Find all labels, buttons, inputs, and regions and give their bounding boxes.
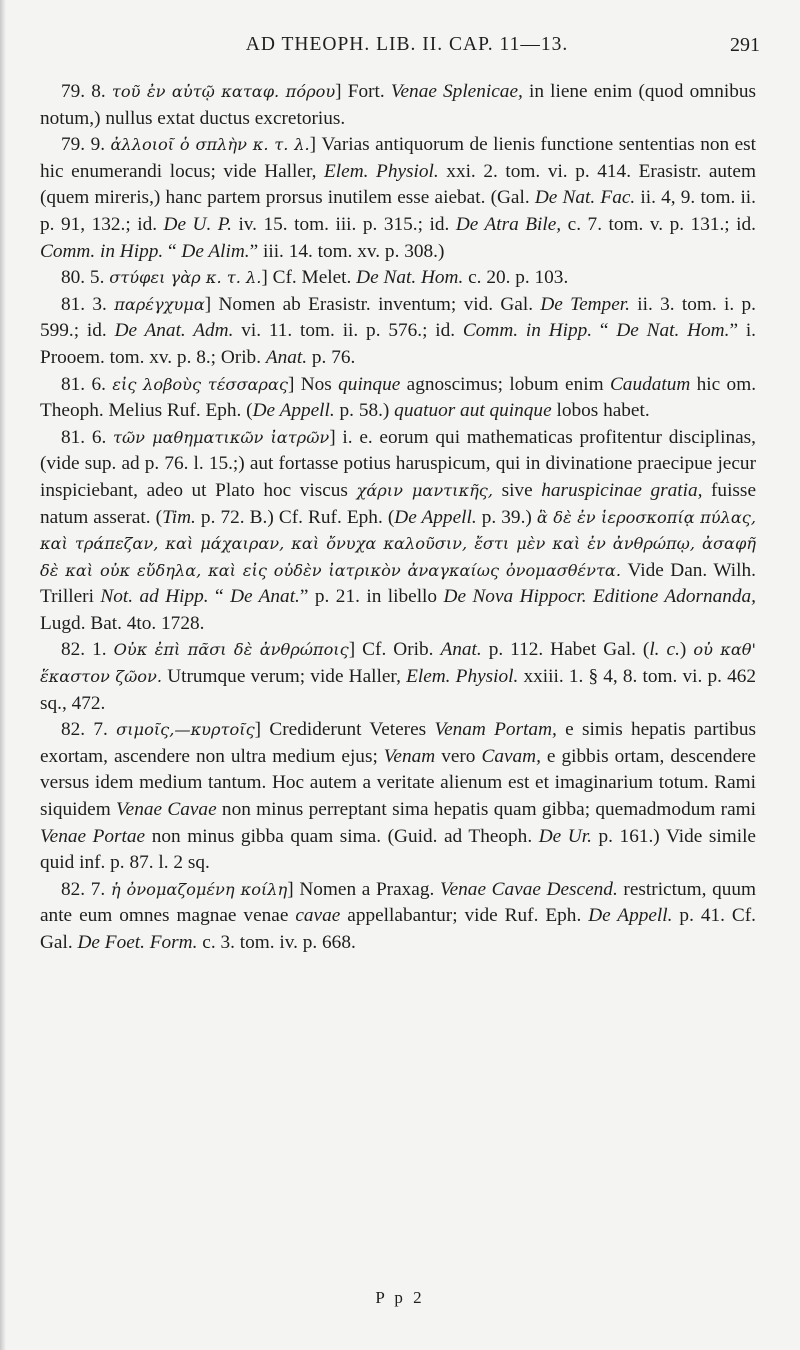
italic-run: cavae — [295, 905, 341, 927]
text-run: 82. 7. — [61, 878, 111, 900]
note-79-8 — [40, 79, 756, 132]
note-79-9 — [40, 132, 756, 265]
text-run: agnoscimus; lobum enim — [400, 373, 610, 395]
note-82-1 — [40, 637, 756, 717]
text-run: 81. 6. — [61, 373, 113, 395]
notes-body — [40, 79, 756, 957]
text-run: ” i. Prooem. tom. xv. p. 8.; Orib. — [40, 320, 756, 368]
text-run: c. 20. p. 103. — [463, 267, 569, 289]
greek-run: στύφει γὰρ κ. τ. λ. — [109, 268, 262, 288]
text-run: vi. 11. tom. ii. p. 576.; id. — [233, 320, 463, 342]
text-run: ] Nomen a Praxag. — [287, 878, 440, 900]
italic-run: Venae Splenicae, — [390, 81, 523, 102]
text-run: p. 58.) — [334, 400, 395, 422]
text-run: appellabantur; vide Ruf. Eph. — [340, 905, 589, 927]
text-run: ” p. 21. in libello — [299, 586, 444, 608]
text-run: ] Cf. Melet. — [261, 267, 357, 289]
text-run: ] Fort. — [335, 81, 391, 102]
text-run: non minus perreptant sima hepatis quam gibba; quemadmodum rami — [216, 799, 756, 821]
text-run: ] Nos — [287, 373, 339, 395]
italic-run: Venam Portam, — [434, 719, 557, 741]
italic-run: Anat. — [440, 639, 482, 661]
text-run: hic om. Theoph. Melius Ruf. Eph. ( — [40, 373, 757, 422]
italic-run: Not. ad Hipp. — [100, 586, 209, 608]
note-81-6-mathematici — [40, 425, 756, 638]
italic-run: De Nat. Hom. — [356, 267, 464, 289]
text-run: “ — [592, 320, 617, 342]
italic-run: De Anat. — [230, 586, 300, 608]
text-run: non minus gibba quam sima. (Guid. ad Theoph. — [145, 825, 539, 847]
italic-run: De Foet. Form. — [77, 932, 198, 953]
italic-run: De U. P. — [163, 213, 232, 235]
text-run: 80. 5. — [61, 267, 110, 289]
text-run: 82. 1. — [61, 639, 114, 661]
italic-run: De Nat. Fac. — [534, 187, 636, 209]
italic-run: De Atra Bile, — [455, 213, 562, 235]
greek-run: σιμοῖς,—κυρτοῖς — [116, 720, 255, 740]
text-run: 81. 3. — [61, 293, 115, 315]
greek-run: Οὐκ ἐπὶ πᾶσι δὲ ἀνθρώποις — [113, 640, 349, 660]
text-run: fuisse natum asserat. ( — [40, 479, 756, 528]
greek-run: ἡ ὀνομαζομένη κοίλη — [110, 879, 288, 899]
greek-run: ἀλλοιοῖ ὁ σπλὴν κ. τ. λ. — [110, 135, 310, 155]
note-80-5 — [40, 265, 756, 292]
italic-run: quatuor aut quinque — [394, 400, 552, 422]
italic-run: De Anat. Adm. — [114, 320, 234, 342]
text-run: ] Cf. Orib. — [348, 639, 441, 661]
greek-run: παρέγχυμα — [114, 294, 205, 314]
italic-run: Elem. Physiol. — [324, 160, 439, 182]
text-run: 82. 7. — [61, 719, 117, 741]
note-81-6-lobes — [40, 372, 756, 425]
text-run: Vide Dan. Wilh. Trilleri — [40, 559, 756, 608]
text-run: 79. 9. — [61, 134, 111, 156]
page-header — [40, 34, 760, 64]
signature-mark: P p 2 — [375, 1288, 425, 1307]
text-run: p. 76. — [307, 346, 356, 368]
text-run: ] i. e. eorum qui mathematicas profitentur disciplinas, (vide sup. ad p. 76. l. 15.;) aut fortasse potius haruspicum, qui in divinatione praecipue jecur inspiciebant, adeo ut Plato hoc viscus — [40, 426, 756, 501]
italic-run: quinque — [338, 373, 401, 395]
note-81-3 — [40, 292, 756, 372]
running-head: AD THEOPH. LIB. II. CAP. 11—13. — [245, 34, 569, 55]
text-run: in liene enim (quod omnibus notum,) nullus extat ductus excretorius. — [40, 81, 757, 129]
text-run: “ — [208, 586, 231, 608]
greek-run: εἰς λοβοὺς τέσσαρας — [112, 374, 288, 394]
text-run: Utrumque verum; vide Haller, — [162, 666, 407, 688]
italic-run: Elem. Physiol. — [406, 666, 519, 688]
greek-run: ἃ δὲ ἐν ἱεροσκοπίᾳ πύλας, καὶ τράπεζαν, καὶ μάχαιραν, καὶ ὄνυχα καλοῦσιν, ἔστι μὲν καὶ ἐν ἀνθρώπῳ, ἀσαφῆ δὲ καὶ οὐκ εὔδηλα, καὶ εἰς οὐδὲν ἰατρικὸν ἀναγκαίως ὀνομασθέντα. — [40, 507, 756, 580]
text-run: xxi. 2. tom. vi. p. 414. Erasistr. autem (quem mireris,) hanc partem prorsus inutilem esse aiebat. (Gal. — [40, 160, 756, 209]
italic-run: haruspicinae gratia, — [541, 479, 703, 501]
text-run: ] Nomen ab Erasistr. inventum; vid. Gal. — [204, 293, 541, 315]
greek-run: τῶν μαθηματικῶν ἰατρῶν — [113, 427, 330, 447]
text-run: ] Varias antiquorum de lienis functione sententias non est hic enumerandi locus; vide Haller, — [40, 134, 757, 182]
text-run: p. 39.) — [476, 506, 537, 528]
greek-run: χάριν μαντικῆς, — [356, 480, 493, 500]
italic-run: Venae Portae — [40, 825, 146, 847]
text-run: “ — [163, 240, 182, 262]
note-82-7-vena-porta — [40, 717, 756, 877]
italic-run: De Temper. — [540, 293, 630, 315]
text-run: sive — [493, 479, 542, 501]
italic-run: De Appell. — [588, 905, 673, 927]
greek-run: οὐ καθ' ἕκαστον ζῶον. — [40, 640, 756, 687]
italic-run: Comm. in Hipp. — [40, 240, 164, 262]
text-run: lobos habet. — [551, 400, 650, 422]
text-run: p. 72. B.) Cf. Ruf. Eph. ( — [195, 506, 395, 528]
text-run: ] Crediderunt Veteres — [254, 719, 435, 741]
italic-run: De Nat. Hom. — [616, 320, 730, 342]
italic-run: De Alim. — [181, 240, 250, 262]
text-run: ) — [679, 639, 694, 661]
page-number: 291 — [730, 34, 760, 56]
italic-run: Venam — [383, 745, 436, 767]
text-run: ii. 4, 9. tom. ii. p. 91, 132.; id. — [40, 187, 756, 235]
italic-run: Caudatum — [609, 373, 691, 395]
text-run: p. 161.) Vide simile quid inf. p. 87. l. 2 sq. — [40, 825, 756, 874]
italic-run: Tim. — [162, 506, 196, 528]
italic-run: De Appell. — [394, 506, 477, 528]
italic-run: De Appell. — [252, 400, 335, 422]
italic-run: Venae Cavae Descend. — [439, 878, 618, 900]
text-run: p. 41. Cf. Gal. — [40, 905, 757, 953]
text-run: Lugd. Bat. 4to. 1728. — [40, 612, 205, 634]
text-run: e gibbis ortam, descendere versus idem medium tantum. Hoc autem a veritate alienum est et imaginarium totum. Rami siquidem — [40, 745, 756, 821]
text-run: e simis hepatis partibus exortam, ascendere non ultra medium ejus; — [40, 719, 757, 767]
text-run: ” iii. 14. tom. xv. p. 308.) — [249, 240, 445, 262]
text-run: c. 3. tom. iv. p. 668. — [197, 932, 356, 953]
italic-run: Comm. in Hipp. — [462, 320, 593, 342]
text-run: c. 7. tom. v. p. 131.; id. — [561, 213, 756, 235]
text-run: restrictum, quum ante eum omnes magnae venae — [40, 878, 756, 927]
text-run: 81. 6. — [61, 426, 114, 448]
text-run: p. 112. Habet Gal. ( — [481, 639, 650, 661]
italic-run: Anat. — [265, 346, 308, 368]
text-run: ii. 3. tom. i. p. 599.; id. — [40, 293, 756, 342]
note-82-7-koile — [40, 877, 756, 957]
text-run: 79. 8. — [61, 81, 112, 102]
italic-run: De Nova Hippocr. Editione Adornanda, — [443, 586, 756, 608]
text-run: xxiii. 1. § 4, 8. tom. vi. p. 462 sq., 472. — [40, 666, 756, 714]
greek-run: τοῦ ἐν αὐτῷ καταφ. πόρου — [111, 82, 336, 101]
italic-run: Cavam, — [481, 745, 541, 767]
italic-run: l. c. — [649, 639, 680, 661]
italic-run: Venae Cavae — [116, 799, 217, 821]
italic-run: De Ur. — [538, 825, 592, 847]
text-run: vero — [435, 745, 482, 767]
text-run: iv. 15. tom. iii. p. 315.; id. — [231, 213, 456, 235]
